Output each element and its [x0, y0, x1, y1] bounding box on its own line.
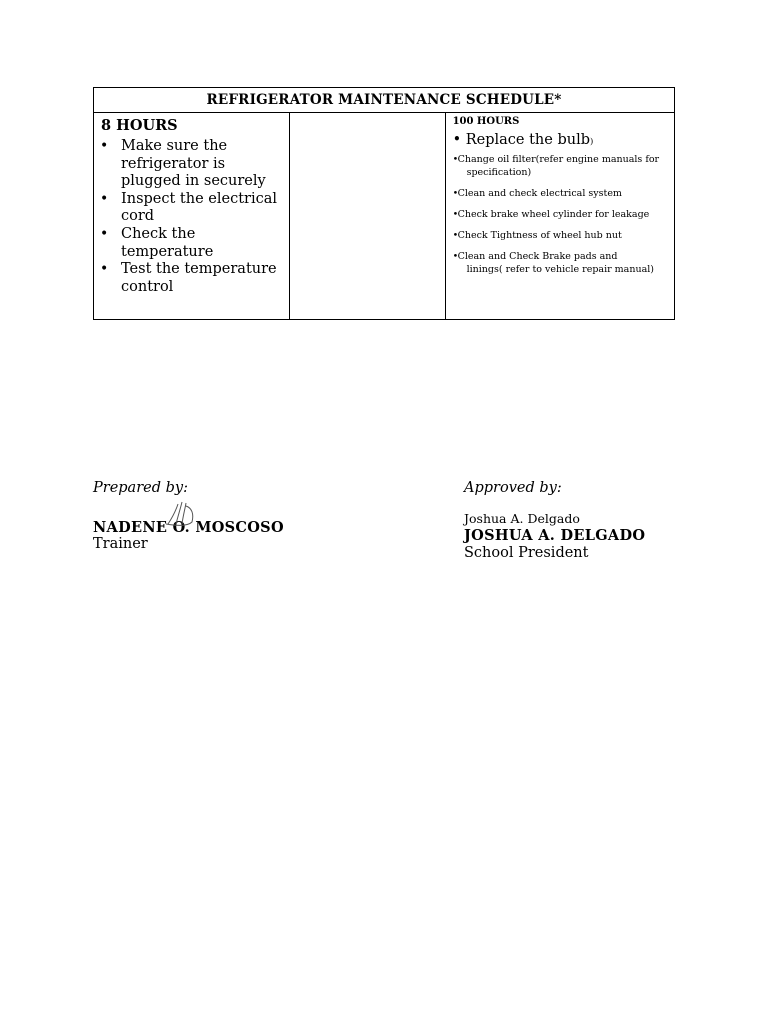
list-item: • Check Tightness of wheel hub nut: [452, 230, 622, 241]
maintenance-schedule-table: [93, 87, 675, 320]
approved-by-role: School President: [464, 544, 589, 561]
list-item-replace-bulb: • Replace the bulb): [452, 132, 594, 148]
prepared-by-role: Trainer: [93, 536, 148, 552]
list-item: • Make sure the refrigerator is plugged in securely: [100, 138, 266, 190]
list-8-hours: [94, 138, 289, 296]
list-item: • Clean and Check Brake pads and linings( refer to vehicle repair manual): [452, 251, 654, 275]
approved-by-block: [464, 480, 645, 562]
list-item: • Inspect the electrical cord: [100, 190, 278, 225]
approved-by-name: JOSHUA A. DELGADO: [464, 527, 646, 544]
heading-100-hours: 100 HOURS: [452, 116, 520, 127]
approved-by-signature: Joshua A. Delgado: [464, 510, 580, 526]
column-empty: [290, 113, 445, 320]
approved-by-label: Approved by:: [464, 480, 562, 496]
schedule-title: REFRIGERATOR MAINTENANCE SCHEDULE*: [94, 88, 675, 113]
list-item: • Test the temperature control: [100, 261, 277, 295]
column-8-hours: [94, 113, 290, 320]
heading-8-hours: 8 HOURS: [101, 117, 178, 134]
prepared-by-label: Prepared by:: [93, 480, 188, 496]
list-100-hours: [446, 153, 674, 276]
list-item: • Check brake wheel cylinder for leakage: [452, 209, 650, 220]
signature-icon: [164, 500, 198, 528]
list-item: • Change oil filter(refer engine manuals for specification): [452, 154, 660, 178]
prepared-by-name: NADENE O. MOSCOSO: [93, 518, 284, 536]
column-100-hours: [445, 113, 674, 320]
list-item: • Check the temperature: [100, 225, 214, 260]
list-item: • Clean and check electrical system: [452, 188, 622, 199]
